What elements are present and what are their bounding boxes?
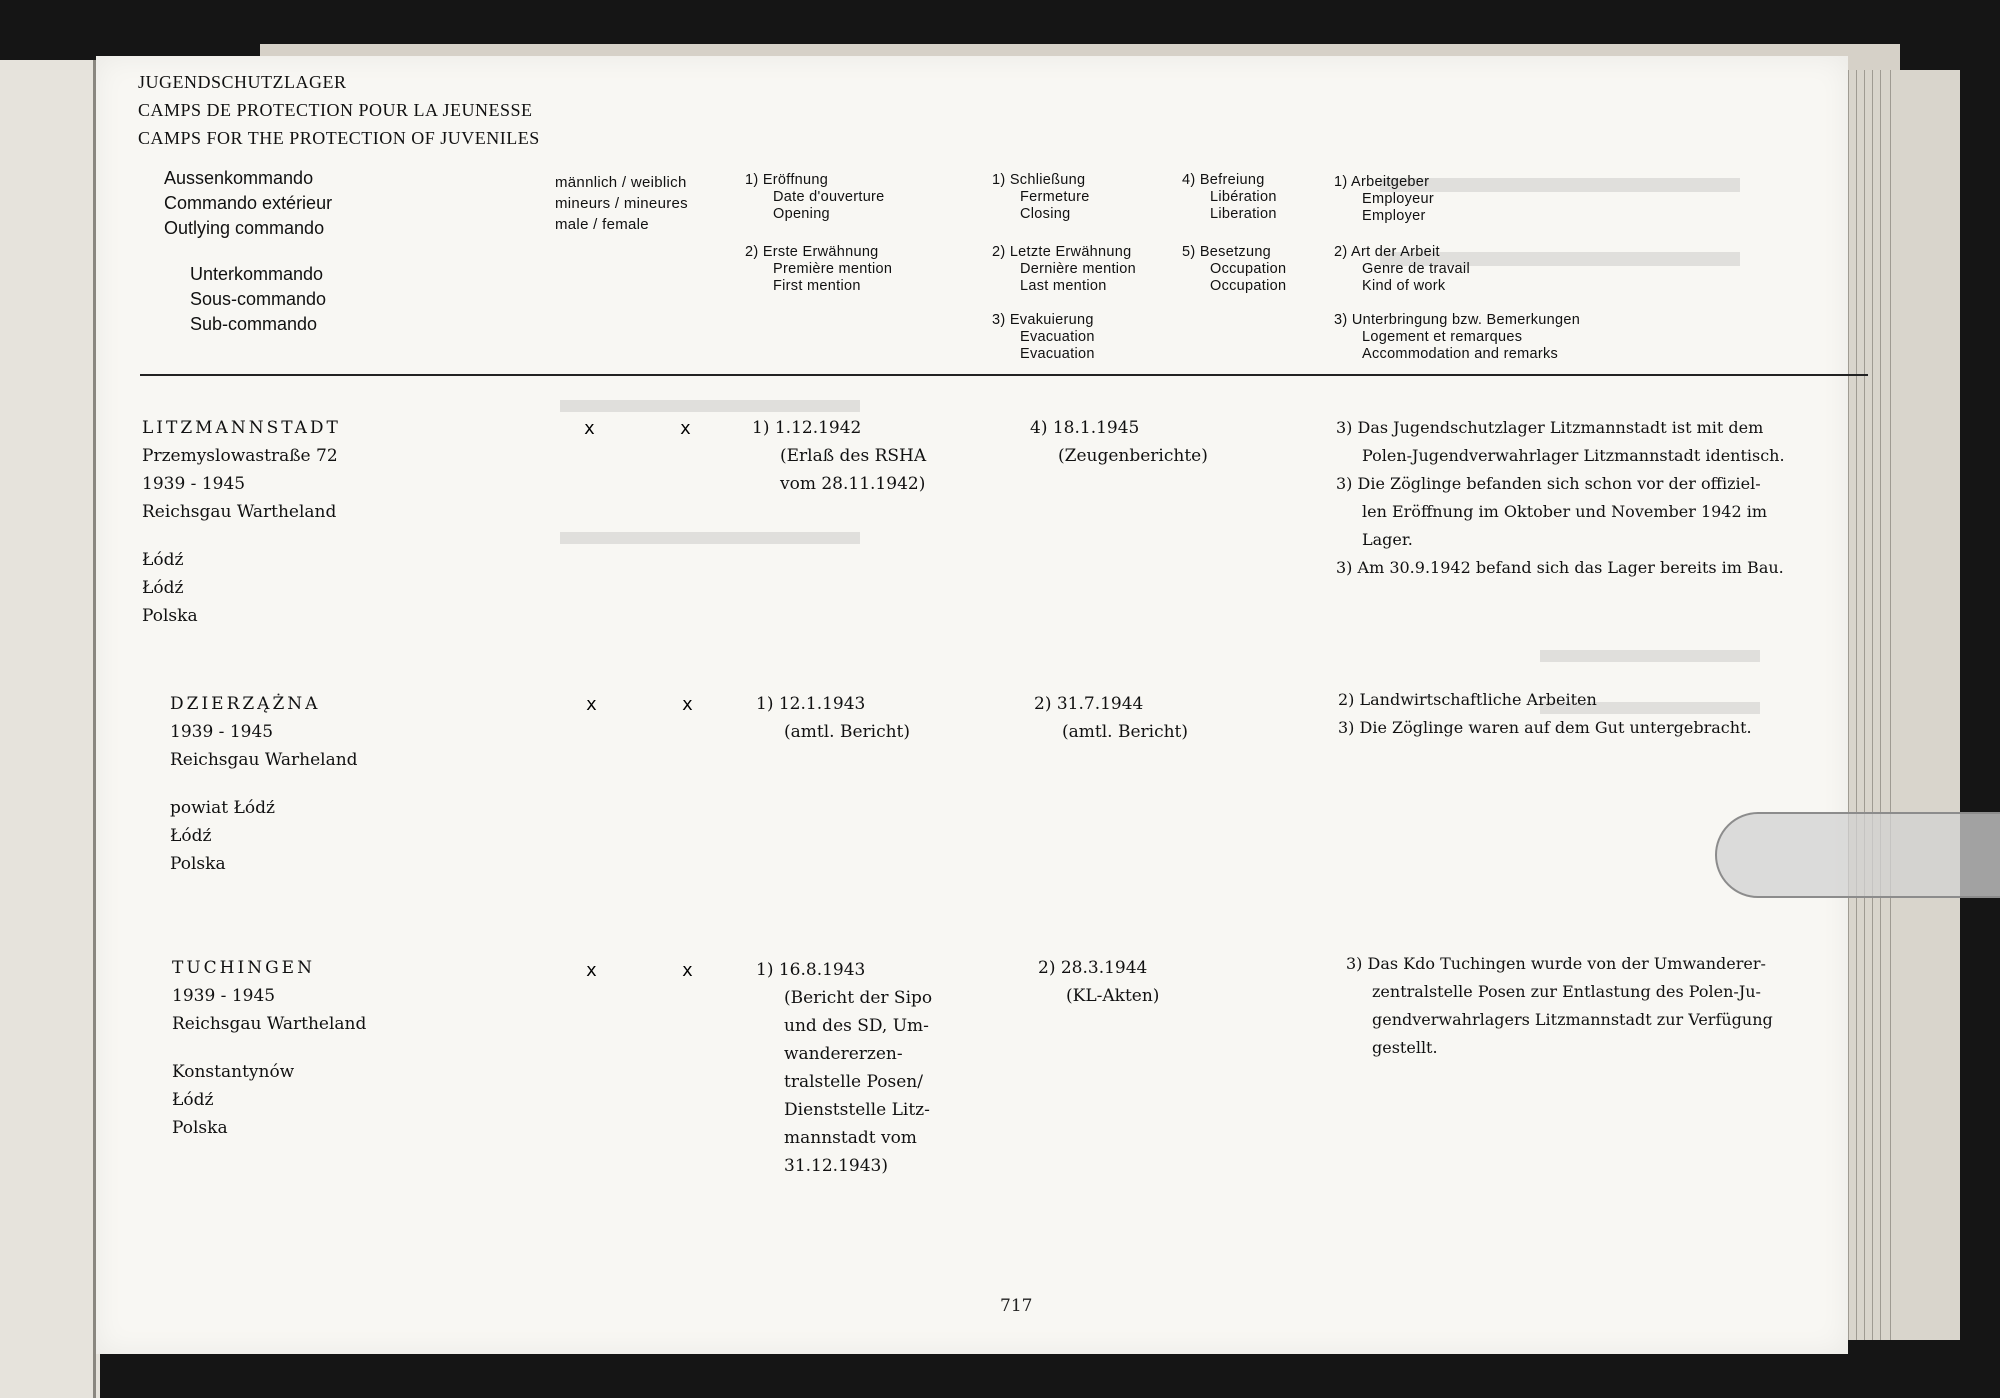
col-employer: 1) Arbeitgeber Employeur Employer: [1334, 174, 1435, 224]
unter-heading: [190, 262, 326, 337]
male-mark: x: [586, 694, 597, 715]
female-mark: x: [682, 960, 693, 981]
entry-tuchingen-opening: 1) 16.8.1943 (Bericht der Sipo und des SD, Um- wandererzen- tralstelle Posen/ Dienststelle Litz- mannstadt vom 31.12.1943): [756, 960, 933, 1176]
gender-heading: männlich / weiblich mineurs / mineures male / female: [555, 174, 688, 233]
col-closing: 1) Schließung Fermeture Closing: [992, 172, 1090, 222]
camp-name: LITZMANNSTADT: [142, 418, 341, 438]
male-mark: x: [584, 418, 595, 439]
unter-fr: Sous-commando: [190, 289, 327, 309]
title-de: JUGENDSCHUTZLAGER: [138, 72, 347, 92]
aussen-en: Outlying commando: [164, 218, 325, 238]
col-opening: 1) Eröffnung Date d'ouverture Opening: [745, 172, 885, 222]
entry-dzierzazna-remarks: 2) Landwirtschaftliche Arbeiten 3) Die Zöglinge waren auf dem Gut untergebracht.: [1338, 690, 1752, 737]
entry-dzierzazna-location: DZIERZĄŻNA 1939 - 1945 Reichsgau Warheland powiat Łódź Łódź Polska: [170, 690, 358, 878]
entry-litzmannstadt-liberation: 4) 18.1.1945 (Zeugenberichte): [1030, 418, 1208, 466]
female-mark: x: [680, 418, 691, 439]
aussen-fr: Commando extérieur: [164, 193, 333, 213]
page-number: 717: [1000, 1296, 1033, 1316]
col-liberation: 4) Befreiung Libération Liberation: [1182, 172, 1277, 222]
col-accommodation: 3) Unterbringung bzw. Bemerkungen Logement et remarques Accommodation and remarks: [1334, 312, 1581, 362]
camp-name: TUCHINGEN: [172, 958, 315, 978]
title-fr: CAMPS DE PROTECTION POUR LA JEUNESSE: [138, 100, 533, 120]
entry-litzmannstadt-remarks: 3) Das Jugendschutzlager Litzmannstadt ist mit dem Polen-Jugendverwahrlager Litzmannstadt identisch. 3) Die Zöglinge befanden sich schon vor der offiziel- len Eröffnung im Oktober und November 1942 im Lager. 3) Am 30.9.1942 befand sich das Lager bereits im Bau.: [1336, 418, 1785, 577]
entry-dzierzazna-opening: 1) 12.1.1943 (amtl. Bericht): [756, 694, 911, 742]
col-evacuation: 3) Evakuierung Evacuation Evacuation: [992, 312, 1095, 362]
left-page-edge: [0, 60, 100, 1398]
entry-tuchingen-location: TUCHINGEN 1939 - 1945 Reichsgau Wartheland Konstantynów Łódź Polska: [172, 954, 366, 1142]
title-en: CAMPS FOR THE PROTECTION OF JUVENILES: [138, 128, 540, 148]
aussen-heading: [164, 166, 332, 241]
entry-dzierzazna-last-mention: 2) 31.7.1944 (amtl. Bericht): [1034, 694, 1189, 742]
unter-de: Unterkommando: [190, 264, 324, 284]
col-occupation: 5) Besetzung Occupation Occupation: [1182, 244, 1287, 294]
col-kind-of-work: 2) Art der Arbeit Genre de travail Kind of work: [1334, 244, 1470, 294]
bookmark-tab: [1715, 812, 2000, 898]
camp-name: DZIERZĄŻNA: [170, 694, 321, 714]
entry-tuchingen-remarks: 3) Das Kdo Tuchingen wurde von der Umwanderer- zentralstelle Posen zur Entlastung des Polen-Ju- gendverwahrlagers Litzmannstadt zur Verfügung gestellt.: [1346, 954, 1773, 1057]
female-mark: x: [682, 694, 693, 715]
unter-en: Sub-commando: [190, 314, 318, 334]
male-mark: x: [586, 960, 597, 981]
entry-litzmannstadt-location: LITZMANNSTADT Przemyslowastraße 72 1939 - 1945 Reichsgau Wartheland Łódź Łódź Polska: [142, 414, 341, 630]
entry-litzmannstadt-opening: 1) 1.12.1942 (Erlaß des RSHA vom 28.11.1942): [752, 418, 927, 494]
entry-tuchingen-last-mention: 2) 28.3.1944 (KL-Akten): [1038, 958, 1160, 1006]
header-rule: [140, 374, 1868, 376]
aussen-de: Aussenkommando: [164, 168, 314, 188]
col-last-mention: 2) Letzte Erwähnung Dernière mention Last mention: [992, 244, 1137, 294]
page-stack-edge: [1840, 70, 1960, 1340]
col-first-mention: 2) Erste Erwähnung Première mention First mention: [745, 244, 893, 294]
